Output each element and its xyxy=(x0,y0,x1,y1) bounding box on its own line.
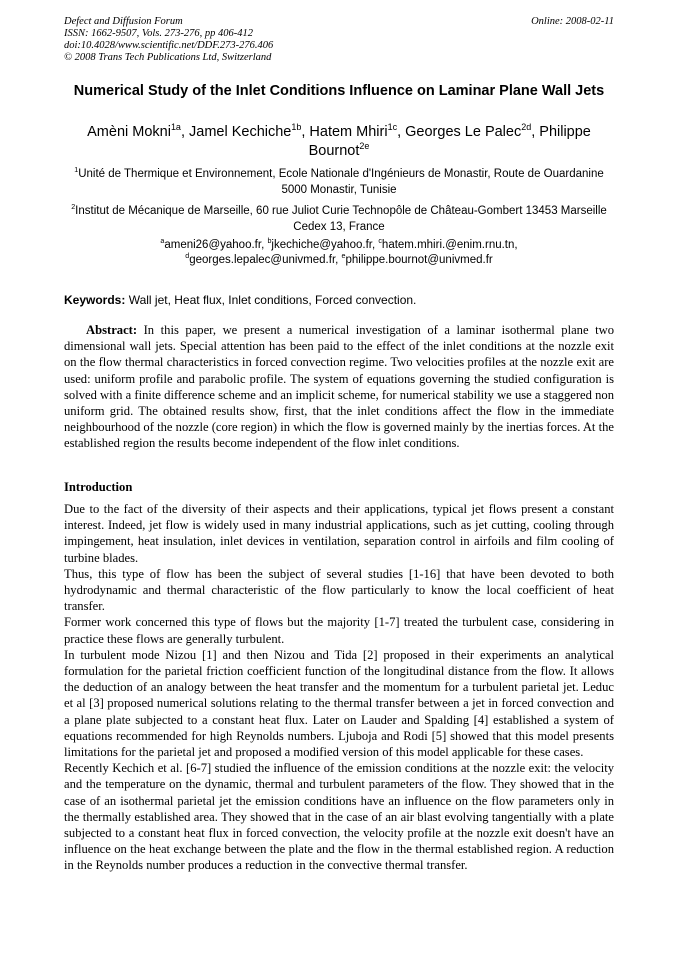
author-separator: , xyxy=(180,124,189,140)
email-address[interactable]: philippe.bournot@univmed.fr xyxy=(345,254,493,266)
paragraph: Thus, this type of flow has been the subject of several studies [1-16] that have been devoted to both hydrodynamic and thermal characteristic of the flow particularly to know the local coefficient of heat transfer. xyxy=(64,566,614,614)
author-list xyxy=(64,123,614,161)
author-separator: , xyxy=(397,124,406,140)
affiliation-text: Institut de Mécanique de Marseille, 60 rue Juliot Curie Technopôle de Château-Gombert 13453 Marseille Cedex 13, France xyxy=(75,205,607,233)
email-mark: c xyxy=(378,237,382,246)
affiliation-mark: 2 xyxy=(71,203,76,212)
author-name: Philippe Bournot xyxy=(308,124,591,159)
email-separator: , xyxy=(371,239,379,251)
abstract-label: Abstract: xyxy=(86,323,138,337)
email-mark: d xyxy=(185,252,190,261)
abstract xyxy=(64,322,614,452)
keywords-text: Wall jet, Heat flux, Inlet conditions, Forced convection. xyxy=(125,293,417,307)
paper-title: Numerical Study of the Inlet Conditions Influence on Laminar Plane Wall Jets xyxy=(73,83,605,99)
author-separator: , xyxy=(301,124,310,140)
abstract-text: In this paper, we present a numerical investigation of a laminar isothermal plane two dimensional wall jets. Special attention has been paid to the effect of the inlet conditions at the nozzle exit on the flow thermal characteristics in forced convection regime. Two velocities profiles at the nozzle exit are used: uniform profile and parabolic profile. The system of equations governing the studied configuration is solved with a finite difference scheme and an implicit scheme, for numerical stability we use a staggered non uniform grid. The obtained results show, first, that the inlet conditions affect the flow in the immediate neighbourhood of the nozzle (core region) in which the flow is governed mainly by the inertias forces. At the established region the results become independent of the flow inlet conditions. xyxy=(64,323,614,451)
email-address[interactable]: georges.lepalec@univmed.fr xyxy=(189,254,336,266)
email-mark: b xyxy=(267,237,272,246)
author-name: Jamel Kechiche xyxy=(189,124,292,140)
email-address[interactable]: ameni26@yahoo.fr xyxy=(164,239,262,251)
journal-issn: ISSN: 1662-9507, Vols. 273-276, pp 406-412 xyxy=(64,28,253,39)
author-emails xyxy=(64,238,614,268)
author-affiliation-mark: 1b xyxy=(291,122,302,133)
email-mark: a xyxy=(160,237,165,246)
affiliation-2 xyxy=(64,203,614,235)
section-heading-introduction: Introduction xyxy=(64,480,133,494)
email-address[interactable]: jkechiche@yahoo.fr xyxy=(271,239,372,251)
keywords xyxy=(64,293,614,308)
paragraph: Former work concerned this type of flows but the majority [1-7] treated the turbulent case, considering in practice these flows are generally turbulent. xyxy=(64,615,614,646)
email-mark: e xyxy=(341,252,346,261)
journal-name: Defect and Diffusion Forum xyxy=(64,16,183,27)
author-affiliation-mark: 2d xyxy=(521,122,532,133)
paragraph: Due to the fact of the diversity of their aspects and their applications, typical jet flows present a constant interest. Indeed, jet flow is widely used in many industrial applications, such as jet cutting, cooling through impingement, heat insulation, inlet devices in ventilation, separation control in airfoils and film cooling of turbine blades. xyxy=(64,502,614,565)
online-date: Online: 2008-02-11 xyxy=(531,16,614,27)
author-affiliation-mark: 1c xyxy=(387,122,398,133)
paragraph: Recently Kechich et al. [6-7] studied the influence of the emission conditions at the nozzle exit: the velocity and the temperature on the dynamic, thermal and turbulent parameters of the flow. They showed that in the case of an isothermal parietal jet the emission conditions have an influence on the flow parameters only in the thermally established area. They showed that in the case of an air blast evolving tangentially with a plate subjected to a constant heat flux in forced convection, the velocity profile at the nozzle exit doesn't have an influence on the heat exchange between the plate and the flow in the thermal established region. A reduction in the Reynolds number produces a reduction in the convective thermal transfer. xyxy=(64,761,614,873)
author-separator: , xyxy=(531,124,540,140)
email-separator: , xyxy=(514,239,518,251)
author-name: Amèni Mokni xyxy=(87,124,171,140)
journal-copyright: © 2008 Trans Tech Publications Ltd, Switzerland xyxy=(64,52,272,63)
journal-header xyxy=(64,16,273,64)
author-name: Hatem Mhiri xyxy=(309,124,388,140)
introduction-body xyxy=(64,501,614,874)
journal-doi: doi:10.4028/www.scientific.net/DDF.273-276.406 xyxy=(64,40,274,51)
email-address[interactable]: hatem.mhiri.@enim.rnu.tn xyxy=(381,239,515,251)
email-separator: , xyxy=(261,239,268,251)
author-name: Georges Le Palec xyxy=(405,124,522,140)
email-separator: , xyxy=(335,254,342,266)
keywords-label: Keywords: xyxy=(64,293,126,307)
paragraph: In turbulent mode Nizou [1] and then Nizou and Tida [2] proposed in their experiments an analytical formulation for the parietal friction coefficient function of the longitudinal distance from the flow. It allows the deduction of an analogy between the heat transfer and the momentum for a turbulent parietal jet. Leduc et al [3] proposed numerical solutions relating to the thermal transfer between a jet in forced convection and a plane plate subjected to a constant heat flux. Later on Lauder and Spalding [4] established a system of equations recommended for high Reynolds numbers. Ljuboja and Rodi [5] showed that this model presents limitations for the parietal jet and proposed a modified version of this model applicable for these cases. xyxy=(64,647,614,760)
author-affiliation-mark: 1a xyxy=(170,122,181,133)
affiliation-text: Unité de Thermique et Environnement, Ecole Nationale d'Ingénieurs de Monastir, Route de Ouardanine 5000 Monastir, Tunisie xyxy=(78,168,604,196)
affiliation-1 xyxy=(64,166,614,198)
author-affiliation-mark: 2e xyxy=(359,141,370,152)
affiliation-mark: 1 xyxy=(74,166,79,175)
